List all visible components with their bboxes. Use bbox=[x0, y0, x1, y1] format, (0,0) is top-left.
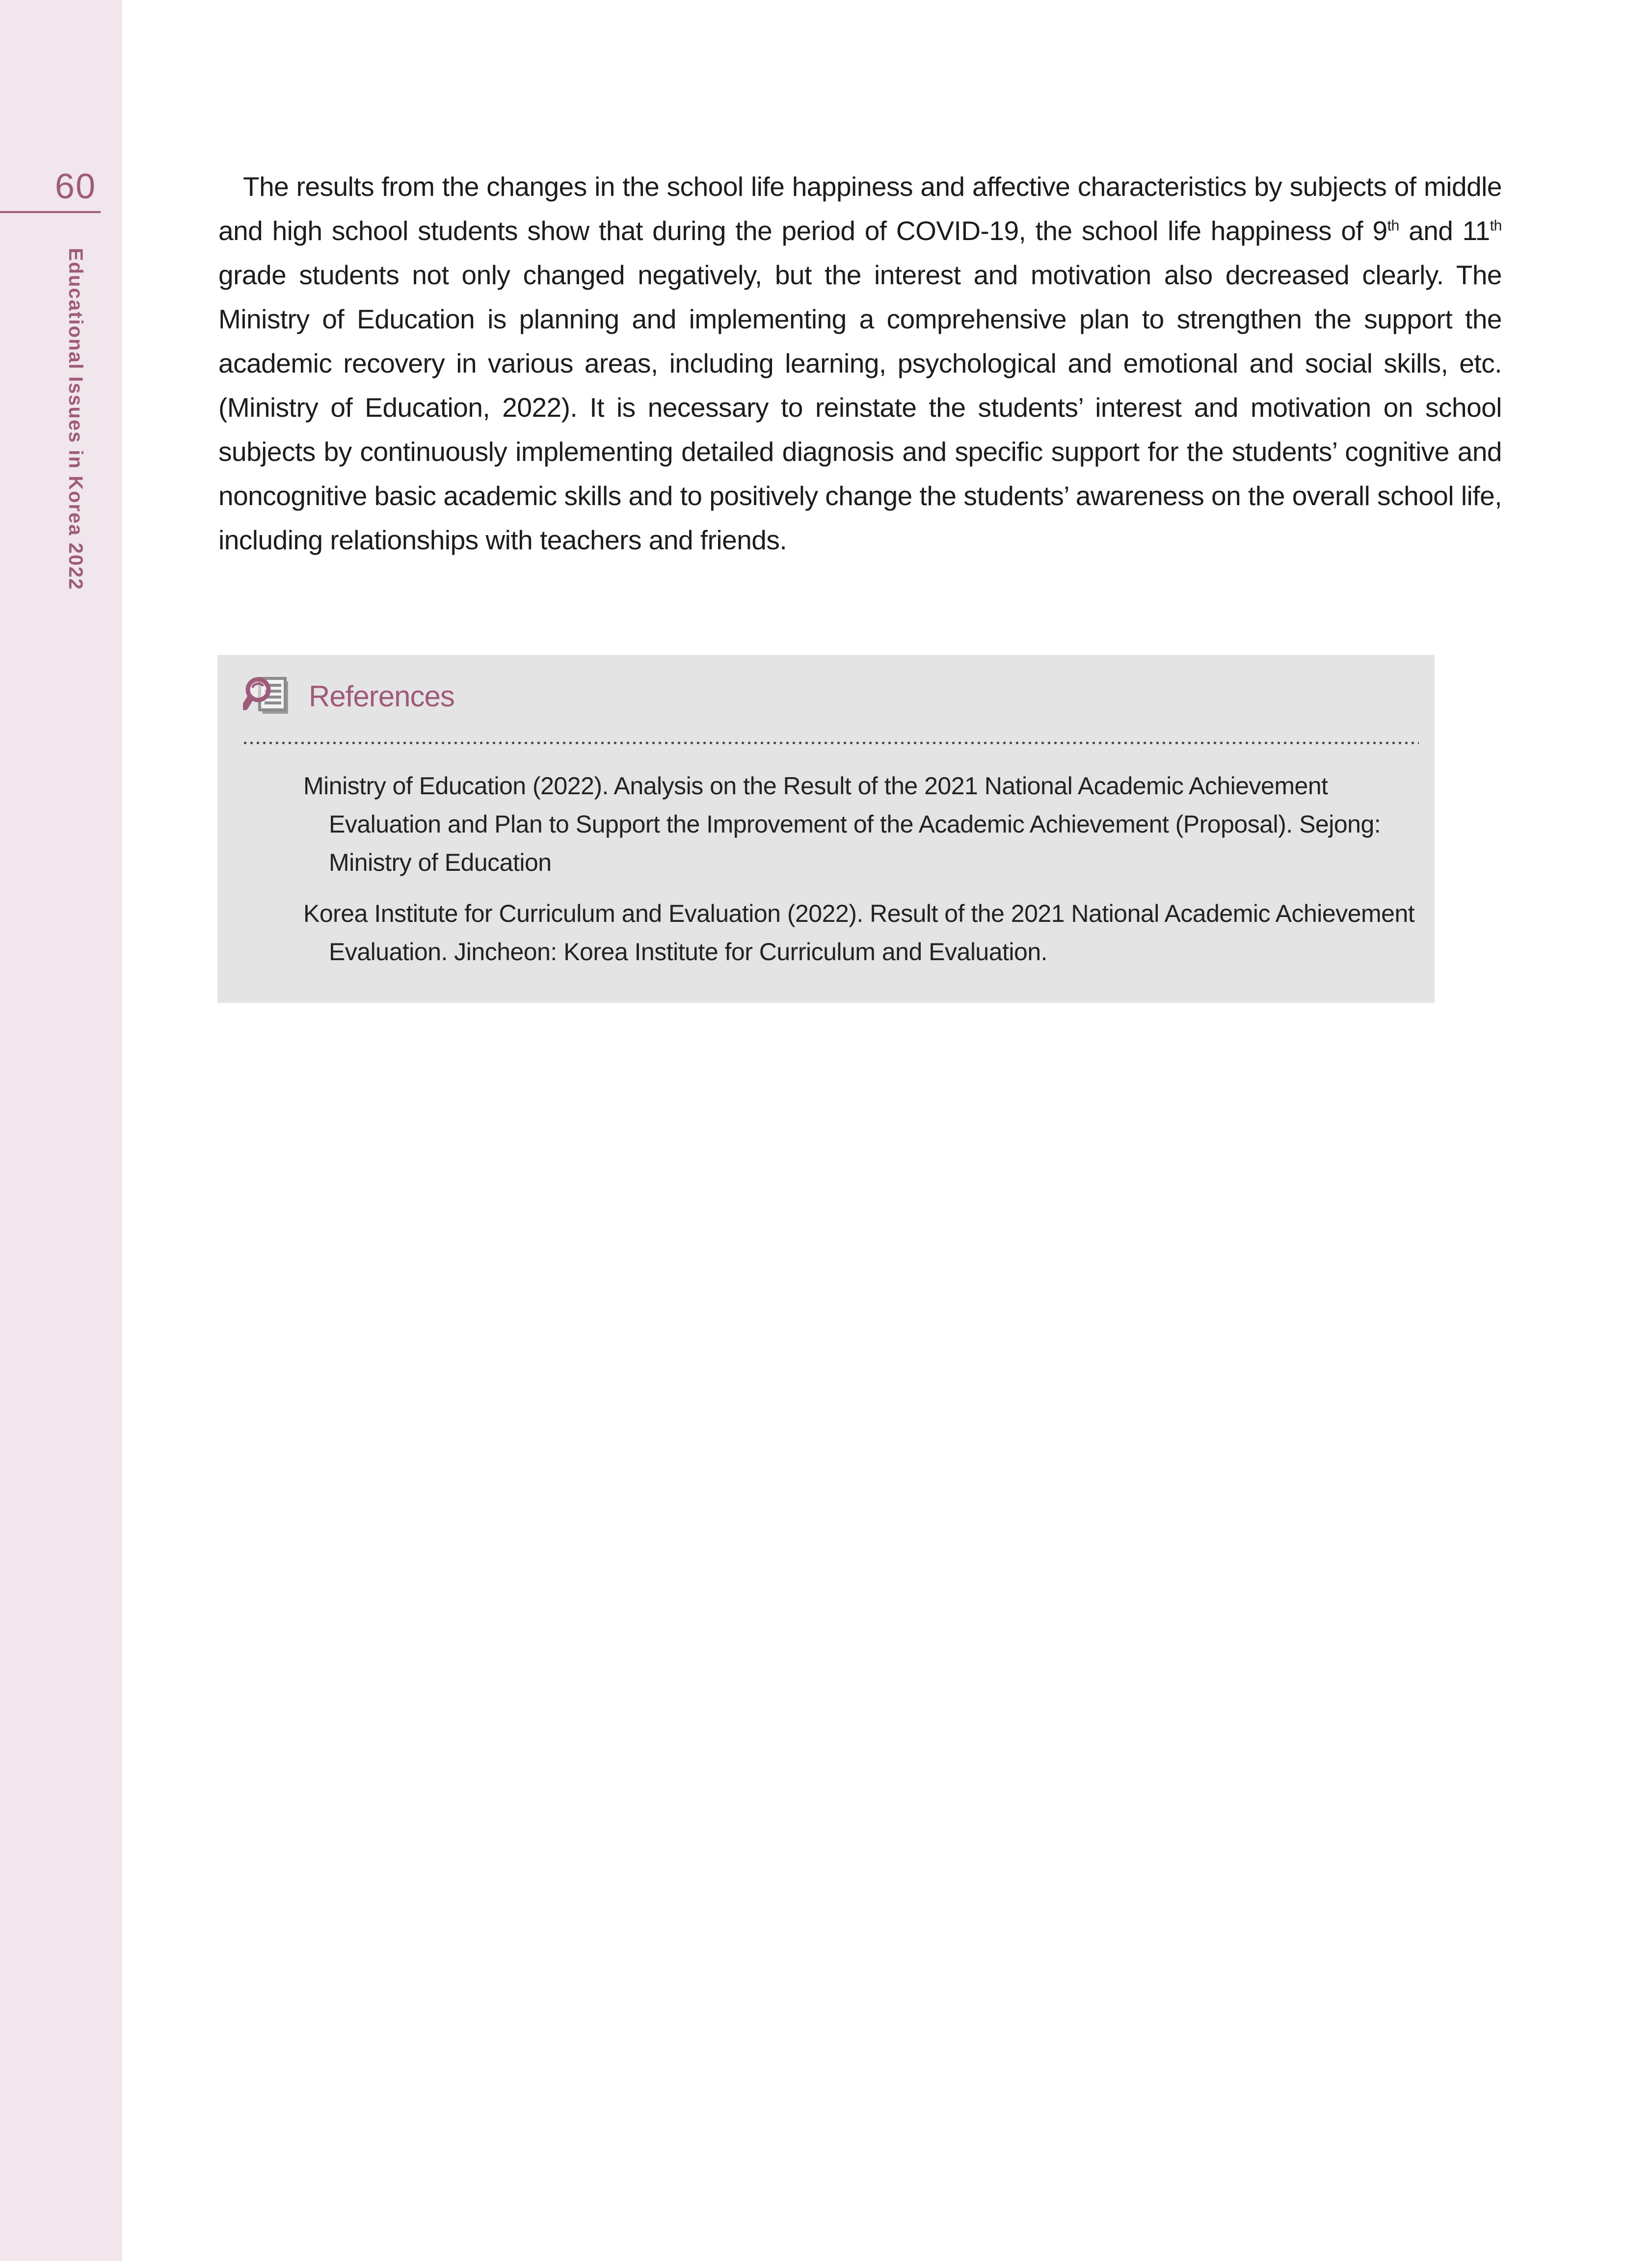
reference-item: Korea Institute for Curriculum and Evaluation (2022). Result of the 2021 National Academic Achievement Evaluation. Jincheon: Korea Institute for Curriculum and Evaluation. bbox=[303, 900, 1415, 966]
references-title: References bbox=[309, 679, 454, 713]
magnifier-document-icon bbox=[243, 676, 292, 716]
body-paragraph: The results from the changes in the school life happiness and affective characteristics by subjects of middle and high school students show that during the period of COVID-19, the school life happiness of 9th and 11th grade students not only changed negatively, but the interest and motivation also decreased clearly. The Ministry of Education is planning and implementing a comprehensive plan to strengthen the support the academic recovery in various areas, including learning, psychological and emotional and social skills, etc. (Ministry of Education, 2022). It is necessary to reinstate the students’ interest and motivation on school subjects by continuously implementing detailed diagnosis and specific support for the students’ cognitive and noncognitive basic academic skills and to positively change the students’ awareness on the overall school life, including relationships with teachers and friends. bbox=[218, 171, 1502, 555]
references-box bbox=[217, 655, 1435, 1003]
sidebar-title: Educational Issues in Korea 2022 bbox=[65, 248, 86, 591]
reference-list bbox=[303, 767, 1415, 984]
references-header bbox=[243, 676, 454, 716]
page-number-rule bbox=[0, 211, 101, 213]
reference-item: Ministry of Education (2022). Analysis on the Result of the 2021 National Academic Achievement Evaluation and Plan to Support the Improvement of the Academic Achievement (Proposal). Sejong: Ministry of Education bbox=[303, 772, 1381, 876]
page-number: 60 bbox=[54, 167, 96, 206]
dotted-divider bbox=[242, 741, 1419, 745]
sidebar bbox=[0, 0, 122, 2261]
